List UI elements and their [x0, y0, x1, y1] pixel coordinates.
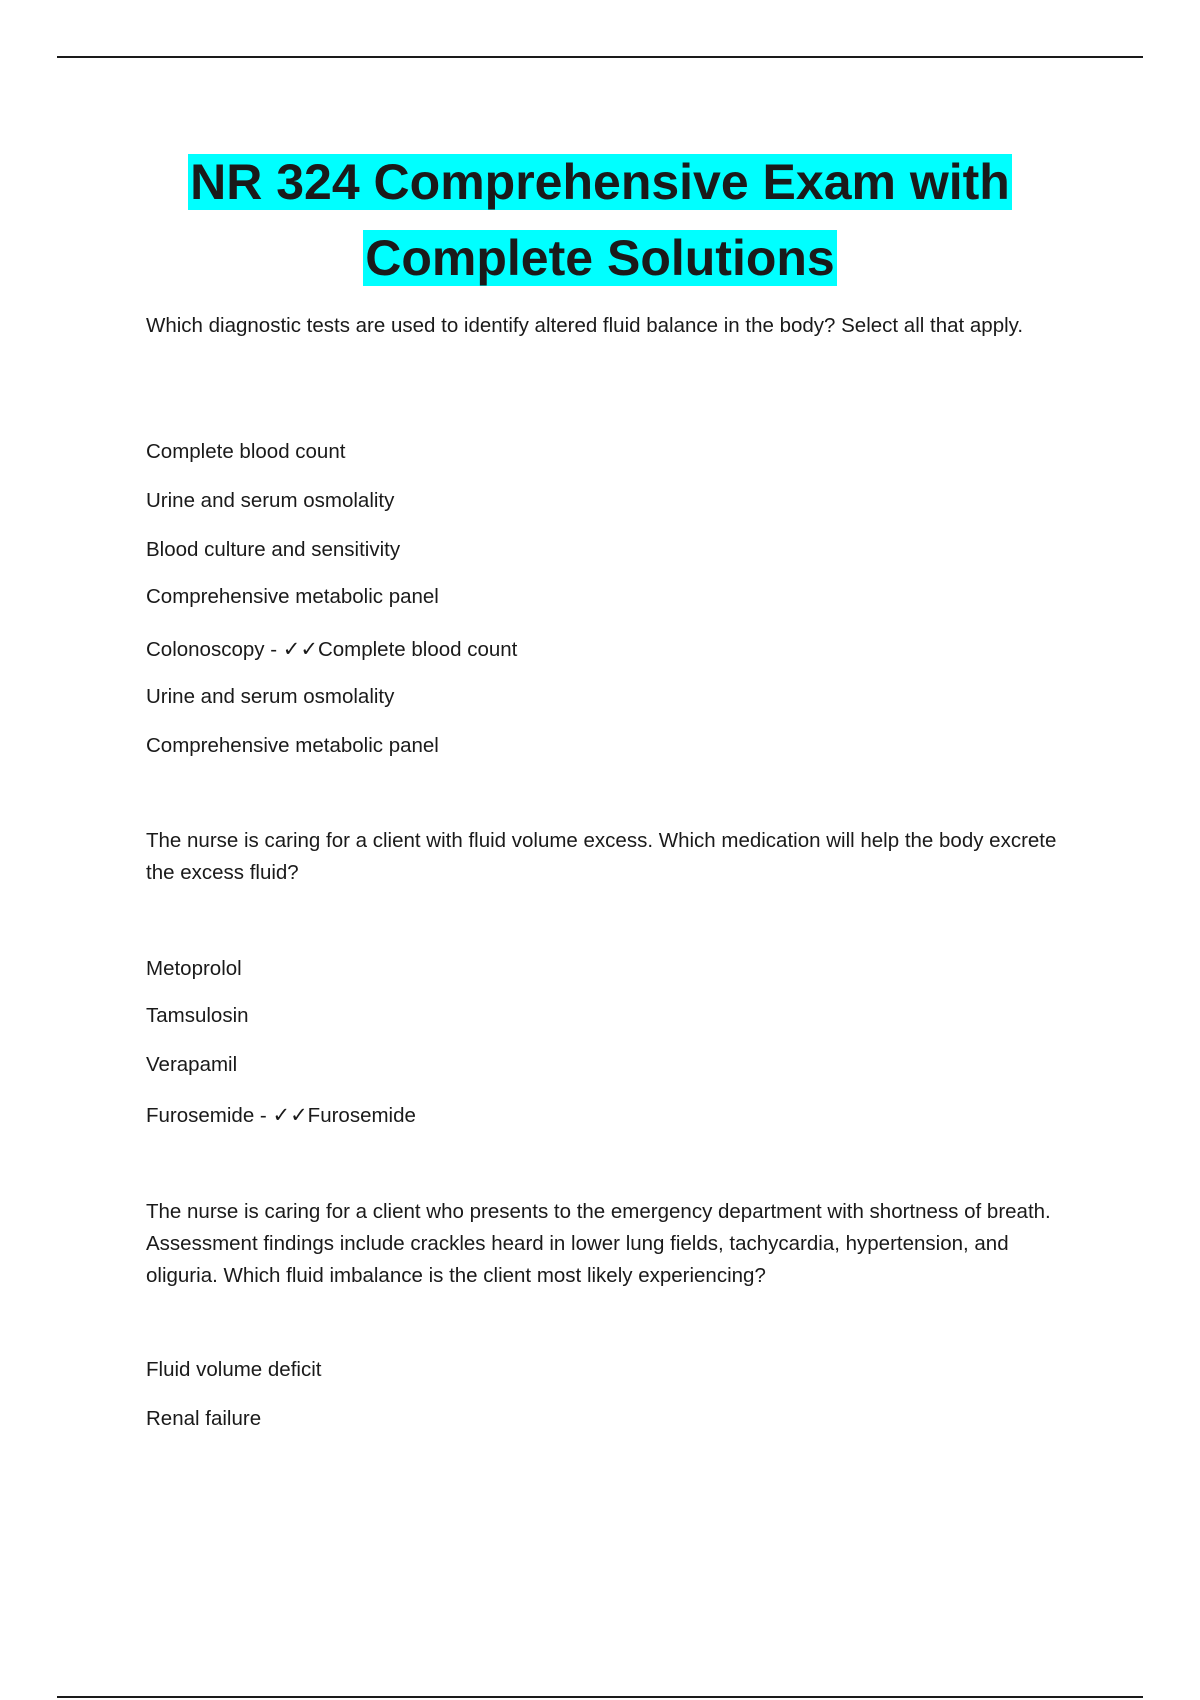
- q2-option-2: Tamsulosin: [146, 1004, 249, 1027]
- q1-answer-1: Complete blood count: [317, 638, 518, 661]
- q3-option-2: Renal failure: [146, 1407, 262, 1430]
- q3-option-1: Fluid volume deficit: [146, 1358, 322, 1381]
- q1-option-5-with-answer: [146, 636, 517, 663]
- question-3-text: The nurse is caring for a client who presents to the emergency department with shortness of breath. Assessment findings include crackles heard in lower lung fields, tachycardia, hypertension, and oliguria. Which fluid imbalance is the client most likely experiencing?: [146, 1200, 1051, 1287]
- q1-option-5: Colonoscopy -: [146, 638, 283, 661]
- question-2-text: The nurse is caring for a client with fluid volume excess. Which medication will help the body excrete the excess fluid?: [146, 829, 1057, 884]
- q1-answer-3: Comprehensive metabolic panel: [146, 734, 439, 757]
- q1-option-4: Comprehensive metabolic panel: [146, 585, 439, 608]
- q1-answer-2: Urine and serum osmolality: [146, 685, 395, 708]
- q2-check-mark-icon: ✓✓: [272, 1103, 308, 1127]
- title-line-2: Complete Solutions: [365, 230, 835, 286]
- title-line-1: NR 324 Comprehensive Exam with: [190, 154, 1010, 210]
- q1-option-3: Blood culture and sensitivity: [146, 538, 401, 561]
- q1-option-2: Urine and serum osmolality: [146, 489, 395, 512]
- top-rule: [57, 56, 1143, 58]
- q2-option-1: Metoprolol: [146, 957, 242, 980]
- q2-option-4-with-answer: [146, 1102, 416, 1129]
- q1-check-mark-icon: ✓✓: [282, 637, 318, 661]
- q2-option-3: Verapamil: [146, 1053, 238, 1076]
- q1-option-1: Complete blood count: [146, 440, 346, 463]
- bottom-rule: [57, 1696, 1143, 1698]
- page-title: [0, 144, 1200, 296]
- q2-option-4: Furosemide -: [146, 1104, 273, 1127]
- question-1-text: Which diagnostic tests are used to identify altered fluid balance in the body? Select all that apply.: [146, 314, 1024, 337]
- q2-answer-1: Furosemide: [307, 1104, 416, 1127]
